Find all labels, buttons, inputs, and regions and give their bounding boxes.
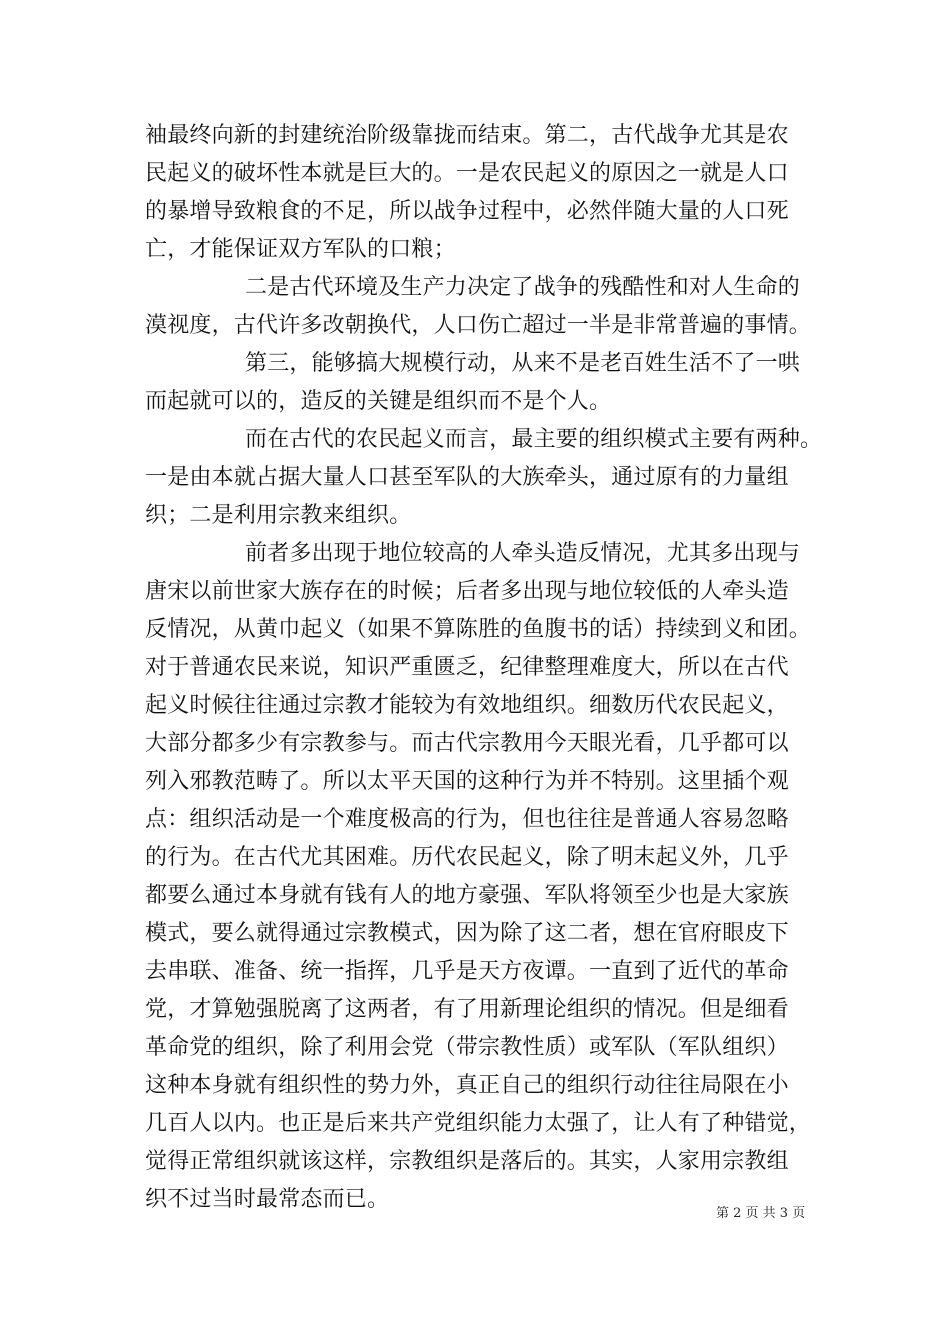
- text-line: 一是由本就占据大量人口甚至军队的大族牵头，通过原有的力量组: [145, 465, 789, 490]
- text-line: 织不过当时最常态而已。: [145, 1187, 390, 1212]
- text-line: 袖最终向新的封建统治阶级靠拢而结束。第二，古代战争尤其是农: [145, 123, 789, 148]
- text-line: 觉得正常组织就该这样，宗教组织是落后的。其实，人家用宗教组: [145, 1149, 789, 1174]
- paragraph-first-line: 二是古代环境及生产力决定了战争的残酷性和对人生命的: [245, 275, 801, 300]
- page-number: 第 2 页 共 3 页: [716, 1206, 806, 1221]
- text-line: 的行为。在古代尤其困难。历代农民起义，除了明末起义外，几乎: [145, 845, 789, 870]
- text-line: 大部分都多少有宗教参与。而古代宗教用今天眼光看，几乎都可以: [145, 731, 789, 756]
- text-line: 去串联、准备、统一指挥，几乎是天方夜谭。一直到了近代的革命: [145, 959, 789, 984]
- text-line: 革命党的组织，除了利用会党（带宗教性质）或军队（军队组织）: [145, 1035, 789, 1060]
- text-line: 点：组织活动是一个难度极高的行为，但也往往是普通人容易忽略: [145, 807, 789, 832]
- text-line: 而起就可以的，造反的关键是组织而不是个人。: [145, 389, 612, 414]
- text-line: 对于普通农民来说，知识严重匮乏，纪律整理难度大，所以在古代: [145, 655, 789, 680]
- text-line: 党，才算勉强脱离了这两者，有了用新理论组织的情况。但是细看: [145, 997, 789, 1022]
- text-line: 反情况，从黄巾起义（如果不算陈胜的鱼腹书的话）持续到义和团。: [145, 617, 812, 642]
- text-line: 几百人以内。也正是后来共产党组织能力太强了，让人有了种错觉，: [145, 1111, 812, 1136]
- text-line: 唐宋以前世家大族存在的时候；后者多出现与地位较低的人牵头造: [145, 579, 789, 604]
- text-line: 漠视度，古代许多改朝换代，人口伤亡超过一半是非常普遍的事情。: [145, 313, 812, 338]
- text-line: 的暴增导致粮食的不足，所以战争过程中，必然伴随大量的人口死: [145, 199, 789, 224]
- text-line: 列入邪教范畴了。所以太平天国的这种行为并不特别。这里插个观: [145, 769, 789, 794]
- text-line: 都要么通过本身就有钱有人的地方豪强、军队将领至少也是大家族: [145, 883, 789, 908]
- text-line: 模式，要么就得通过宗教模式，因为除了这二者，想在官府眼皮下: [145, 921, 789, 946]
- paragraph-first-line: 第三，能够搞大规模行动，从来不是老百姓生活不了一哄: [245, 351, 801, 376]
- body-text: [145, 117, 823, 1219]
- text-line: 这种本身就有组织性的势力外，真正自己的组织行动往往局限在小: [145, 1073, 789, 1098]
- paragraph-first-line: 前者多出现于地位较高的人牵头造反情况，尤其多出现与: [245, 541, 801, 566]
- text-line: 起义时候往往通过宗教才能较为有效地组织。细数历代农民起义，: [145, 693, 789, 718]
- text-line: 民起义的破坏性本就是巨大的。一是农民起义的原因之一就是人口: [145, 161, 789, 186]
- text-line: 织；二是利用宗教来组织。: [145, 503, 412, 528]
- text-line: 亡，才能保证双方军队的口粮；: [145, 237, 456, 262]
- paragraph-first-line: 而在古代的农民起义而言，最主要的组织模式主要有两种。: [245, 427, 823, 452]
